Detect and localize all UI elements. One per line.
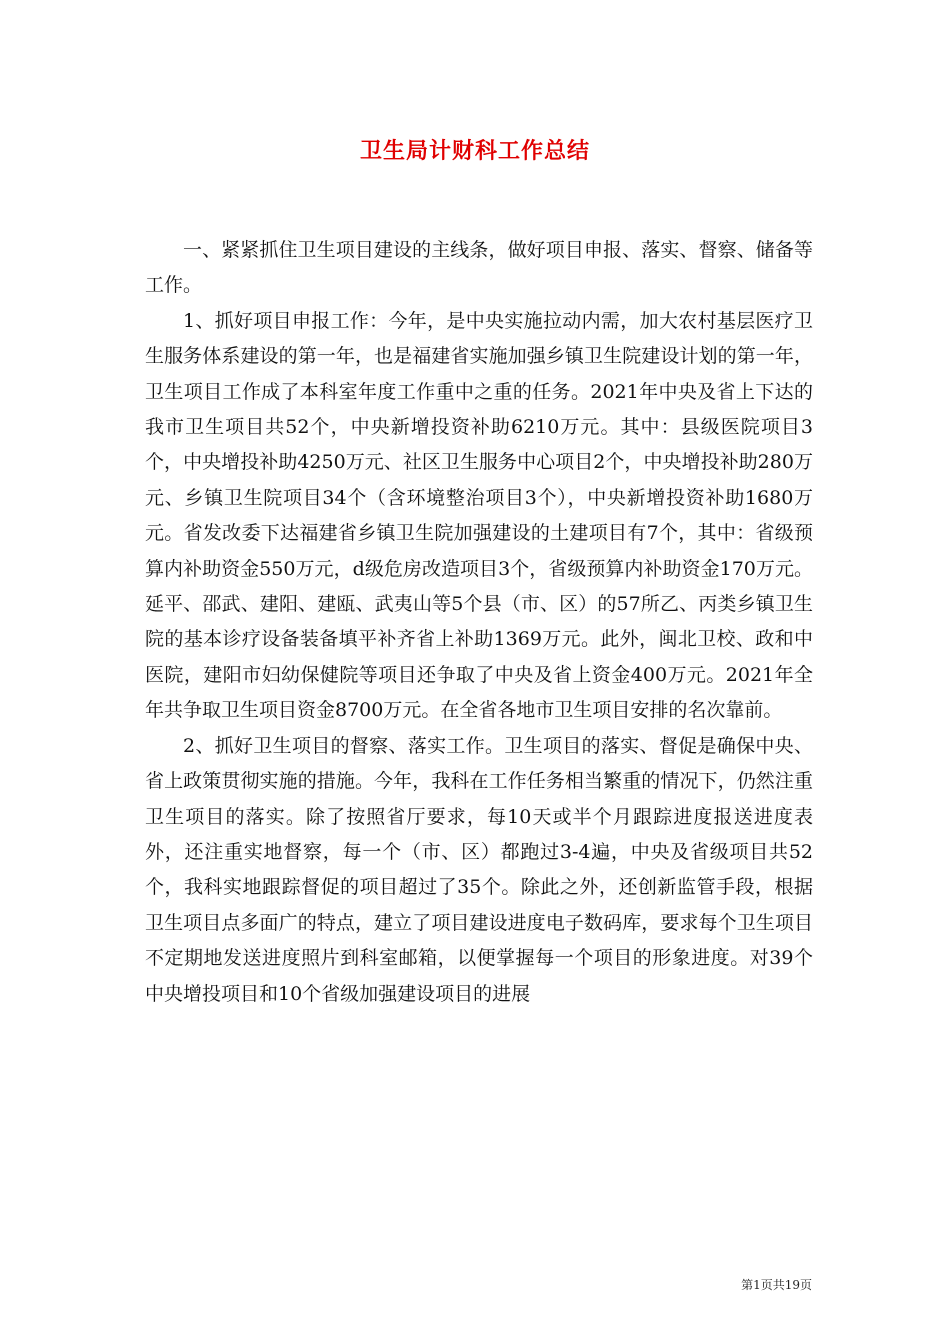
paragraph-project-application: 1、抓好项目申报工作：今年，是中央实施拉动内需，加大农村基层医疗卫生服务体系建设的第一年，也是福建省实施加强乡镇卫生院建设计划的第一年，卫生项目工作成了本科室年度工作重中之重的任务。2021年中央及省上下达的我市卫生项目共52个，中央新增投资补助6210万元。其中：县级医院项目3个，中央增投补助4250万元、社区卫生服务中心项目2个，中央增投补助280万元、乡镇卫生院项目34个（含环境整治项目3个），中央新增投资补助1680万元。省发改委下达福建省乡镇卫生院加强建设的土建项目有7个，其中：省级预算内补助资金550万元，d级危房改造项目3个，省级预算内补助资金170万元。延平、邵武、建阳、建瓯、武夷山等5个县（市、区）的57所乙、丙类乡镇卫生院的基本诊疗设备装备填平补齐省上补助1369万元。此外，闽北卫校、政和中医院，建阳市妇幼保健院等项目还争取了中央及省上资金400万元。2021年全年共争取卫生项目资金8700万元。在全省各地市卫生项目安排的名次靠前。 bbox=[145, 309, 813, 722]
paragraph-project-supervision: 2、抓好卫生项目的督察、落实工作。卫生项目的落实、督促是确保中央、省上政策贯彻实施的措施。今年，我科在工作任务相当繁重的情况下，仍然注重卫生项目的落实。除了按照省厅要求，每10天或半个月跟踪进度报送进度表外，还注重实地督察，每一个（市、区）都跑过3-4遍，中央及省级项目共52个，我科实地跟踪督促的项目超过了35个。除此之外，还创新监管手段，根据卫生项目点多面广的特点，建立了项目建设进度电子数码库，要求每个卫生项目不定期地发送进度照片到科室邮箱，以便掌握每一个项目的形象进度。对39个中央增投项目和10个省级加强建设项目的进展 bbox=[145, 734, 813, 1005]
document-body bbox=[145, 233, 813, 1012]
paragraph-section-heading: 一、紧紧抓住卫生项目建设的主线条，做好项目申报、落实、督察、储备等工作。 bbox=[145, 239, 813, 297]
page-number: 第1页共19页 bbox=[741, 1278, 812, 1292]
document-title: 卫生局计财科工作总结 bbox=[359, 138, 590, 164]
